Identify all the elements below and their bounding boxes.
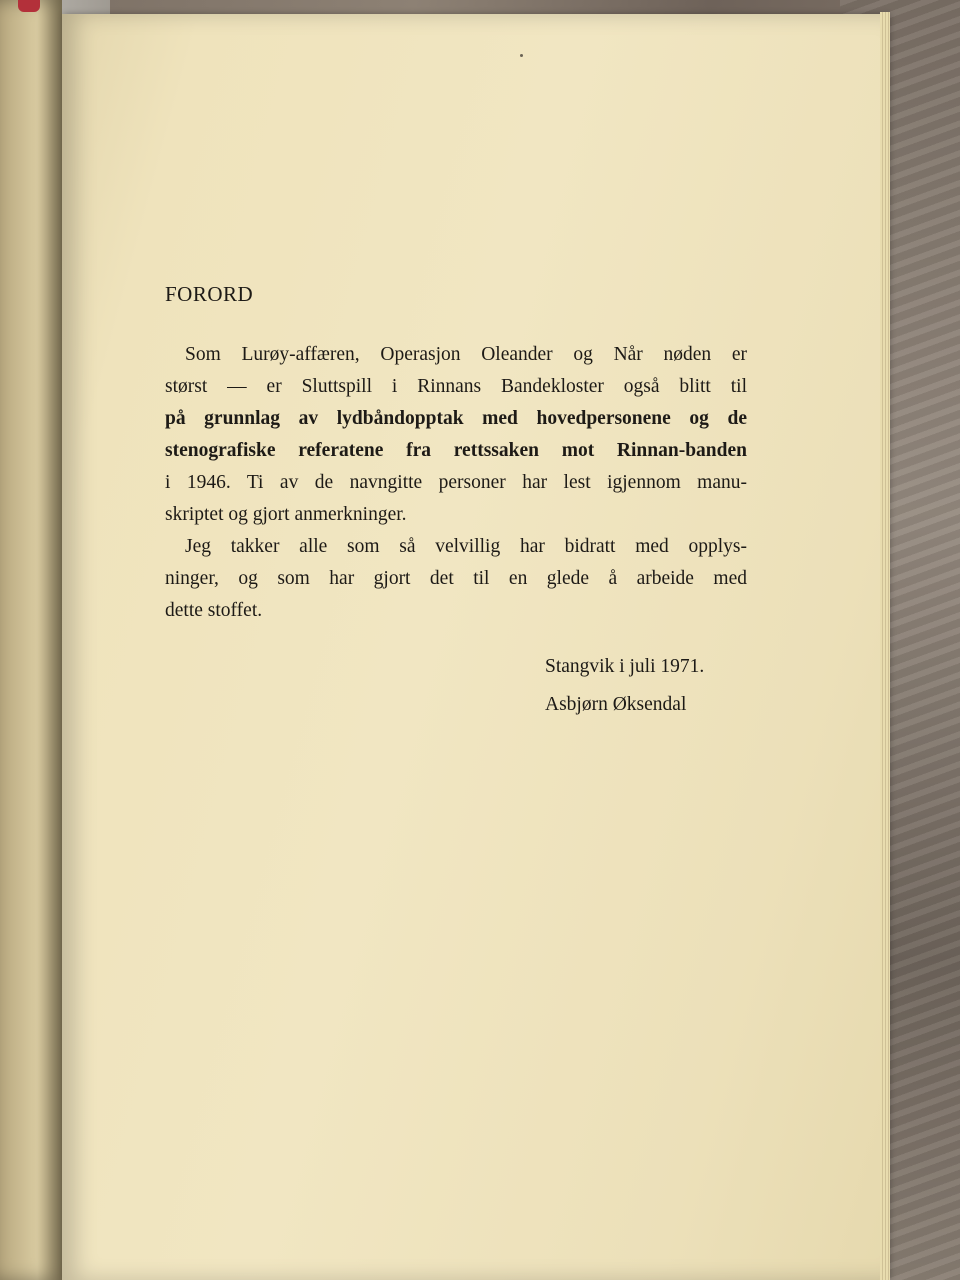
page-stack-edge: [880, 12, 890, 1280]
paragraph-line: dette stoffet.: [165, 600, 263, 621]
paragraph-line: i 1946. Ti av de navngitte personer har lest igjennom manu-: [165, 472, 747, 493]
bookmark-ribbon: [18, 0, 40, 12]
author-name: Asbjørn Øksendal: [545, 694, 687, 715]
foreword-heading: FORORD: [165, 282, 254, 306]
paragraph-line: Som Lurøy-affæren, Operasjon Oleander og Når nøden er: [185, 344, 747, 365]
place-date: Stangvik i juli 1971.: [545, 656, 705, 677]
signature-block: [545, 648, 704, 724]
paragraph-line: stenografiske referatene fra rettssaken mot Rinnan-banden: [165, 440, 747, 461]
left-page-edge: [0, 0, 62, 1280]
book-page: [62, 14, 888, 1280]
paper-speck: [520, 54, 523, 57]
foreword-text: [165, 282, 747, 627]
paragraph-1: [165, 339, 747, 531]
paragraph-2: [165, 531, 747, 627]
paragraph-line: størst — er Sluttspill i Rinnans Bandekloster også blitt til: [165, 376, 747, 397]
paragraph-line: skriptet og gjort anmerkninger.: [165, 504, 407, 525]
paragraph-line: på grunnlag av lydbåndopptak med hovedpersonene og de: [165, 408, 747, 429]
paragraph-line: Jeg takker alle som så velvillig har bidratt med opplys-: [185, 536, 747, 557]
paragraph-line: ninger, og som har gjort det til en glede å arbeide med: [165, 568, 747, 589]
